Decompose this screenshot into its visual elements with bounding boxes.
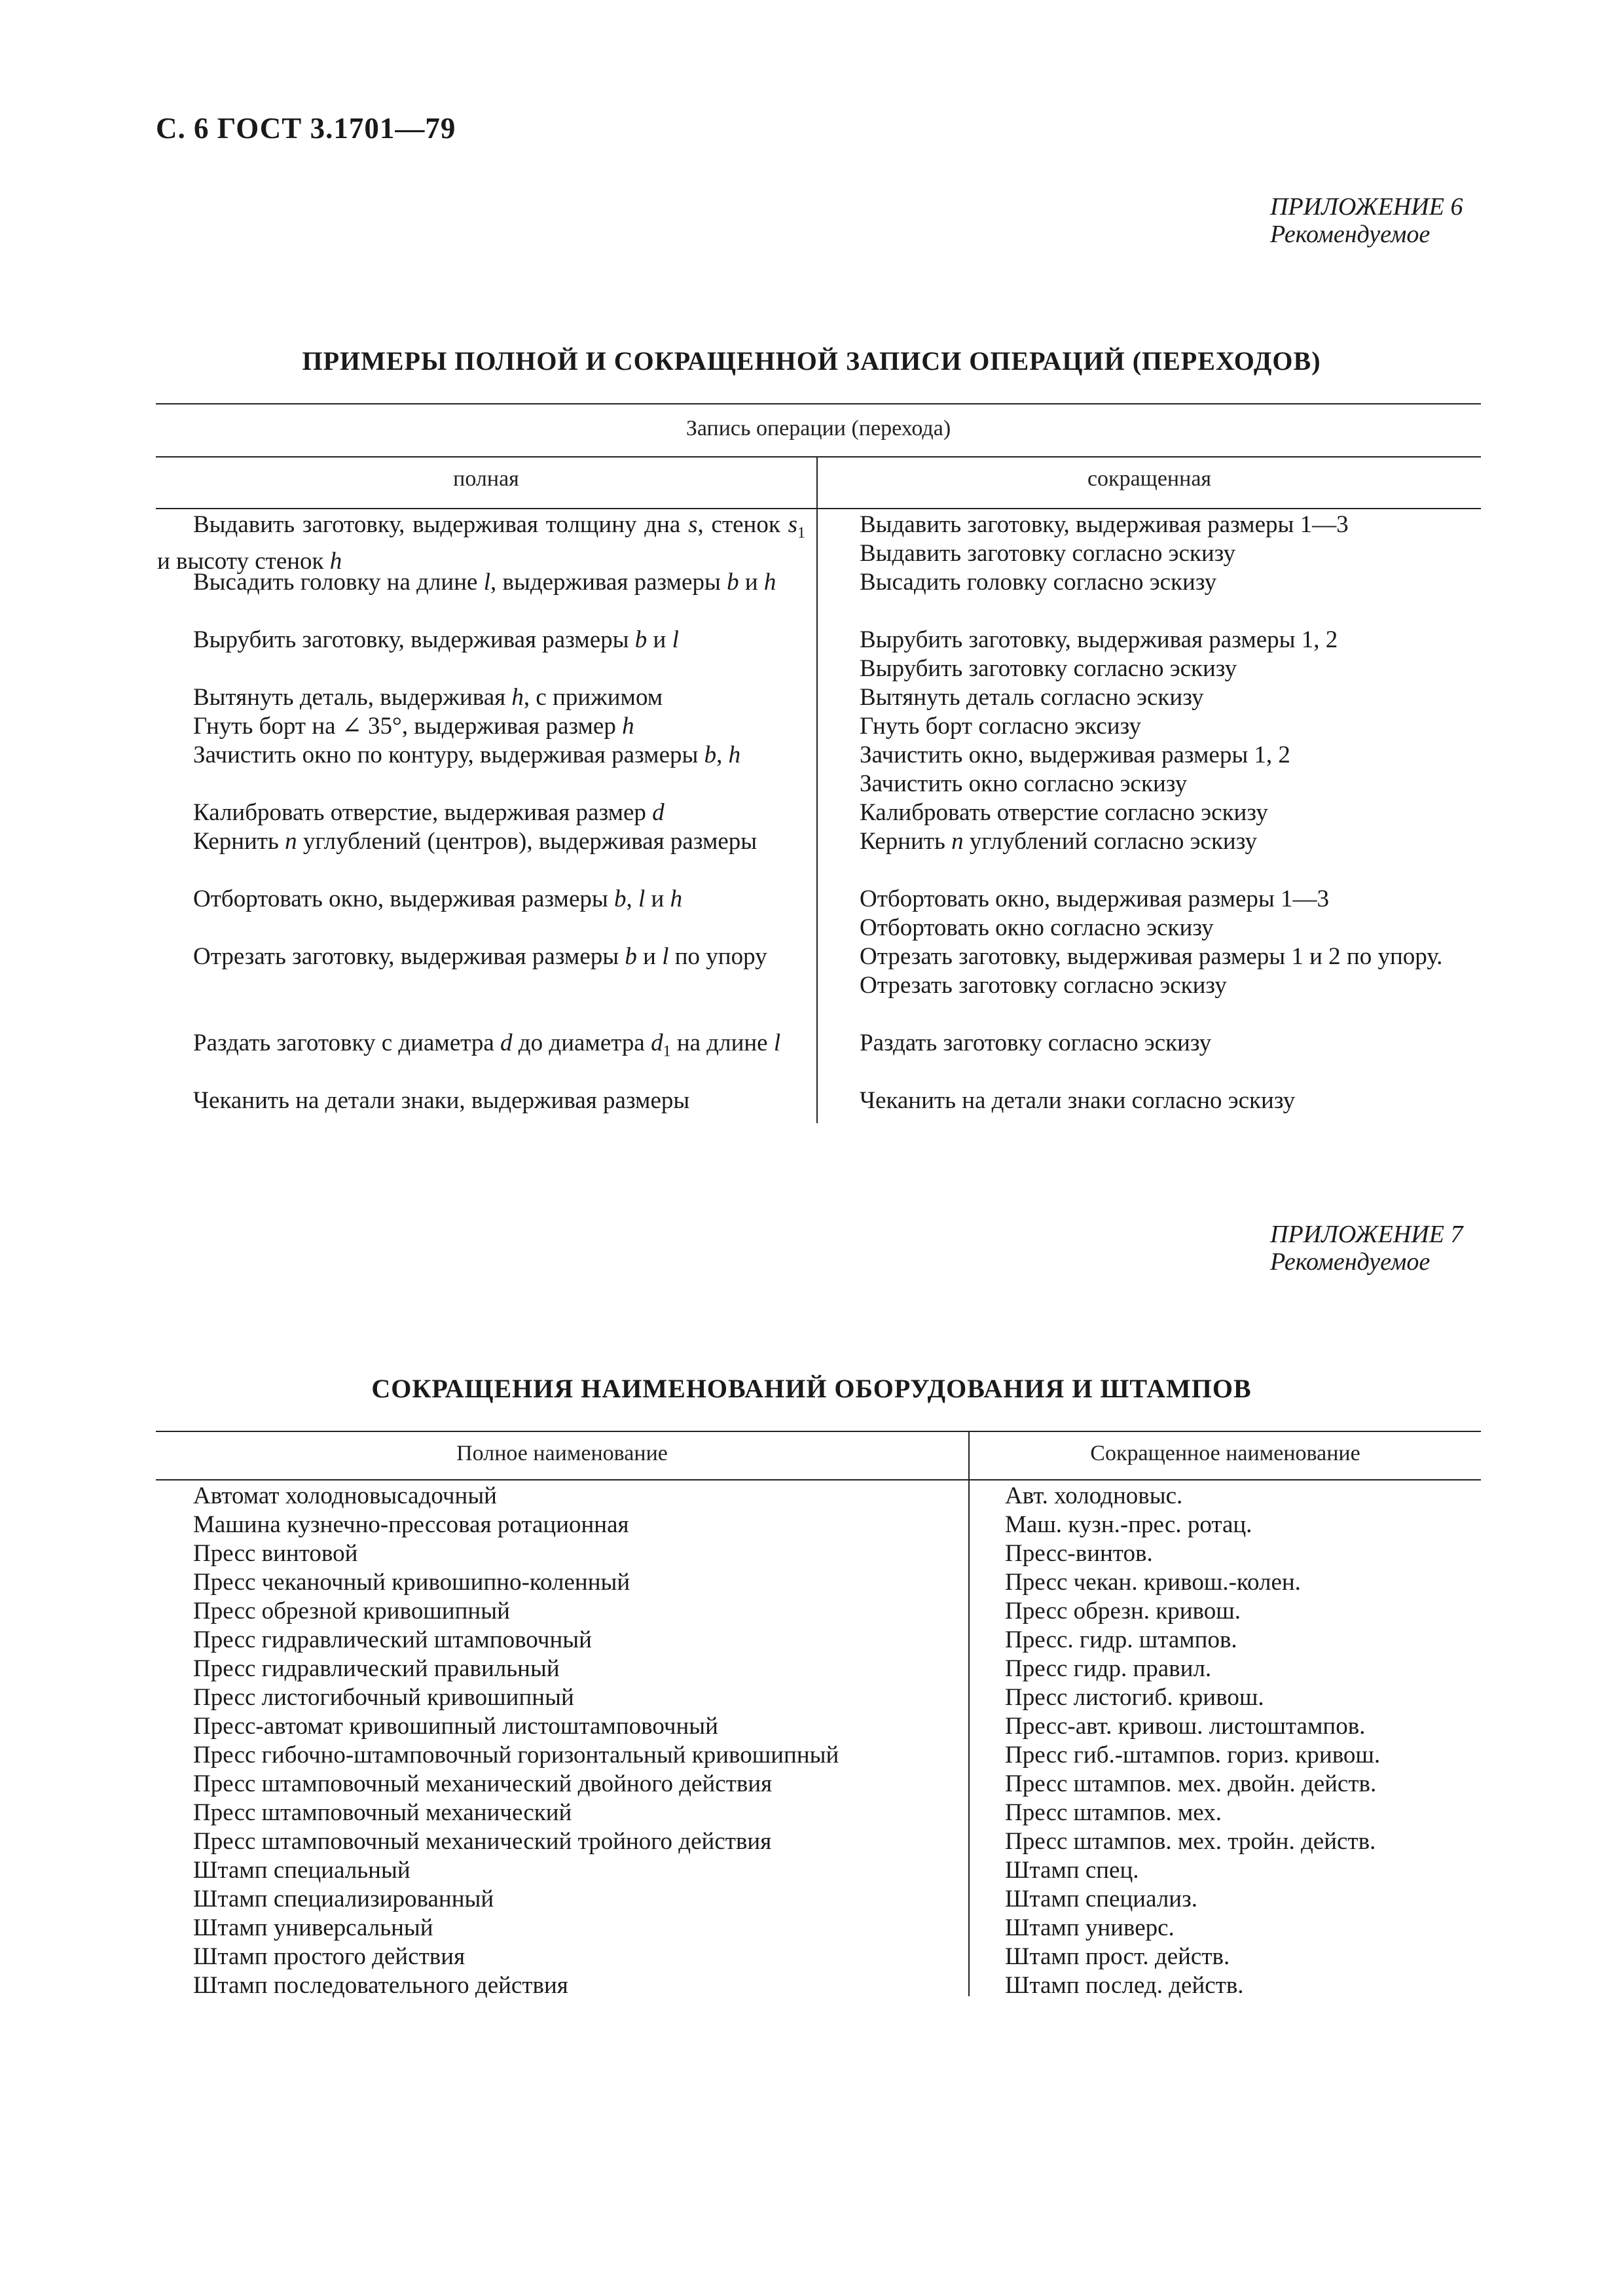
table-row: Чеканить на детали знаки, выдерживая размеры xyxy=(193,1087,690,1114)
table-row-short-name: Пресс гидр. правил. xyxy=(1005,1655,1212,1682)
table-row-full-name: Автомат холодновысадочный xyxy=(193,1482,497,1509)
table-row-short xyxy=(824,798,1472,827)
table-row-short xyxy=(824,568,1472,597)
table-row-full-name: Штамп специализированный xyxy=(193,1886,494,1912)
table-row-full-name: Пресс штамповочный механический двойного действия xyxy=(193,1770,773,1797)
table-row-short-name: Авт. холодновыс. xyxy=(1005,1482,1183,1509)
table-row-full-name: Пресс листогибочный кривошипный xyxy=(193,1684,574,1711)
table-row-short-name: Пресс штампов. мех. двойн. действ. xyxy=(1005,1770,1377,1797)
appendix-6-number: ПРИЛОЖЕНИЕ 6 xyxy=(1270,193,1463,221)
table-row: Отбортовать окно, выдерживая размеры b, l и h xyxy=(193,886,683,912)
table-row-short xyxy=(824,683,1472,712)
table-1-column-divider xyxy=(816,508,818,1123)
table-row: Кернить n углублений (центров), выдерживая размеры xyxy=(193,828,757,855)
table-row: Зачистить окно по контуру, выдерживая размеры b, h xyxy=(193,742,741,768)
table-row-full-name: Машина кузнечно-прессовая ротационная xyxy=(193,1511,629,1538)
table-row-short xyxy=(824,1086,1472,1115)
table-1-body-rule xyxy=(156,508,1481,509)
table-row-short-name: Пресс листогиб. кривош. xyxy=(1005,1684,1264,1711)
page-header: С. 6 ГОСТ 3.1701—79 xyxy=(156,112,456,145)
table-row-full-name: Штамп специальный xyxy=(193,1857,410,1884)
table-row-short-name: Пресс гиб.-штампов. гориз. кривош. xyxy=(1005,1742,1381,1768)
short-line: Отрезать заготовку согласно эскизу xyxy=(860,972,1227,999)
table-row-short xyxy=(824,626,1472,683)
table-2-col-short-header: Сокращенное наименование xyxy=(1090,1441,1360,1465)
table-row-short-name: Пресс штампов. мех. xyxy=(1005,1799,1222,1826)
table-row-full-name: Пресс чеканочный кривошипно-коленный xyxy=(193,1569,630,1596)
table-row-short-name: Штамп универс. xyxy=(1005,1914,1175,1941)
table-row-full-name: Пресс штамповочный механический xyxy=(193,1799,572,1826)
table-row-short-name: Штамп послед. действ. xyxy=(1005,1972,1244,1999)
table-row-full-name: Пресс гидравлический правильный xyxy=(193,1655,560,1682)
table-row-short xyxy=(824,741,1472,798)
table-row-full-name: Пресс гидравлический штамповочный xyxy=(193,1626,592,1653)
section-2-title: СОКРАЩЕНИЯ НАИМЕНОВАНИЙ ОБОРУДОВАНИЯ И ШТАМПОВ xyxy=(371,1374,1252,1403)
short-line: Отбортовать окно, выдерживая размеры 1—3 xyxy=(860,886,1330,912)
table-row-full-name: Штамп последовательного действия xyxy=(193,1972,568,1999)
table-row: Выдавить заготовку, выдерживая толщину дна s, стенок $s_1$ и высоту стенок h xyxy=(157,511,805,575)
table-row: Высадить головку на длине l, выдерживая размеры b и h xyxy=(193,569,776,596)
table-row-short xyxy=(824,827,1472,856)
table-row-full-name: Пресс обрезной кривошипный xyxy=(193,1598,510,1624)
table-2-column-divider xyxy=(968,1431,970,1996)
table-row-short xyxy=(824,942,1472,1000)
table-row-short xyxy=(824,511,1472,568)
table-1-col-short-header: сокращенная xyxy=(1087,467,1212,491)
table-1-group-header: Запись операции (перехода) xyxy=(685,416,951,440)
table-row-short-name: Штамп спец. xyxy=(1005,1857,1139,1884)
table-row: Вырубить заготовку, выдерживая размеры b и l xyxy=(193,626,679,653)
table-row: Отрезать заготовку, выдерживая размеры b и l по упору xyxy=(193,943,767,970)
short-line: Высадить головку согласно эскизу xyxy=(860,569,1217,596)
table-row-full-name: Пресс штамповочный механический тройного действия xyxy=(193,1828,772,1855)
table-2-col-full-header: Полное наименование xyxy=(456,1441,668,1465)
table-row-short xyxy=(824,1029,1472,1058)
table-row-short-name: Пресс обрезн. кривош. xyxy=(1005,1598,1241,1624)
table-row: Калибровать отверстие, выдерживая размер d xyxy=(193,799,665,826)
short-line: Зачистить окно согласно эскизу xyxy=(860,770,1188,797)
table-row: Гнуть борт на ∠ 35°, выдерживая размер h xyxy=(193,713,634,740)
short-line: Кернить n углублений согласно эскизу xyxy=(860,828,1258,855)
short-line: Выдавить заготовку согласно эскизу xyxy=(860,540,1236,567)
table-row-short-name: Пресс-авт. кривош. листоштампов. xyxy=(1005,1713,1366,1740)
short-line: Отбортовать окно согласно эскизу xyxy=(860,914,1214,941)
short-line: Вырубить заготовку, выдерживая размеры 1, 2 xyxy=(860,626,1338,653)
appendix-7-label xyxy=(1270,1221,1480,1276)
table-row-short-name: Штамп специализ. xyxy=(1005,1886,1197,1912)
table-2-header-rule xyxy=(156,1479,1481,1480)
table-row-short-name: Пресс штампов. мех. тройн. действ. xyxy=(1005,1828,1376,1855)
table-row-short-name: Маш. кузн.-прес. ротац. xyxy=(1005,1511,1252,1538)
table-row: Вытянуть деталь, выдерживая h, с прижимом xyxy=(193,684,663,711)
table-row-short-name: Пресс чекан. кривош.-колен. xyxy=(1005,1569,1301,1596)
short-line: Выдавить заготовку, выдерживая размеры 1—3 xyxy=(860,511,1349,538)
short-line: Гнуть борт согласно эксизу xyxy=(860,713,1141,740)
short-line: Чеканить на детали знаки согласно эскизу xyxy=(860,1087,1296,1114)
table-row-full-name: Пресс винтовой xyxy=(193,1540,358,1567)
table-row-full-name: Пресс гибочно-штамповочный горизонтальный кривошипный xyxy=(193,1742,839,1768)
table-row-short xyxy=(824,885,1472,942)
section-1-title: ПРИМЕРЫ ПОЛНОЙ И СОКРАЩЕННОЙ ЗАПИСИ ОПЕРАЦИЙ (ПЕРЕХОДОВ) xyxy=(302,346,1321,376)
appendix-7-status: Рекомендуемое xyxy=(1270,1248,1431,1276)
short-line: Вырубить заготовку согласно эскизу xyxy=(860,655,1237,682)
table-1-col-full-header: полная xyxy=(453,467,519,491)
appendix-6-status: Рекомендуемое xyxy=(1270,221,1431,248)
table-row-short xyxy=(824,712,1472,741)
table-2-top-rule xyxy=(156,1431,1481,1432)
table-1-header-rule xyxy=(156,456,1481,457)
short-line: Отрезать заготовку, выдерживая размеры 1 и 2 по упору. xyxy=(860,943,1443,970)
table-row-full-name: Пресс-автомат кривошипный листоштамповочный xyxy=(193,1713,718,1740)
appendix-7-number: ПРИЛОЖЕНИЕ 7 xyxy=(1270,1221,1463,1248)
table-row-full-name: Штамп простого действия xyxy=(193,1943,465,1970)
table-row-full-name: Штамп универсальный xyxy=(193,1914,433,1941)
appendix-6-label xyxy=(1270,193,1480,248)
short-line: Зачистить окно, выдерживая размеры 1, 2 xyxy=(860,742,1290,768)
short-line: Раздать заготовку согласно эскизу xyxy=(860,1030,1212,1056)
table-1-top-rule xyxy=(156,403,1481,404)
table-row-short-name: Штамп прост. действ. xyxy=(1005,1943,1230,1970)
table-row-short-name: Пресс. гидр. штампов. xyxy=(1005,1626,1237,1653)
short-line: Калибровать отверстие согласно эскизу xyxy=(860,799,1268,826)
table-row-short-name: Пресс-винтов. xyxy=(1005,1540,1153,1567)
short-line: Вытянуть деталь согласно эскизу xyxy=(860,684,1204,711)
table-row: Раздать заготовку с диаметра d до диаметра $d_1$ на длине l xyxy=(193,1030,781,1060)
